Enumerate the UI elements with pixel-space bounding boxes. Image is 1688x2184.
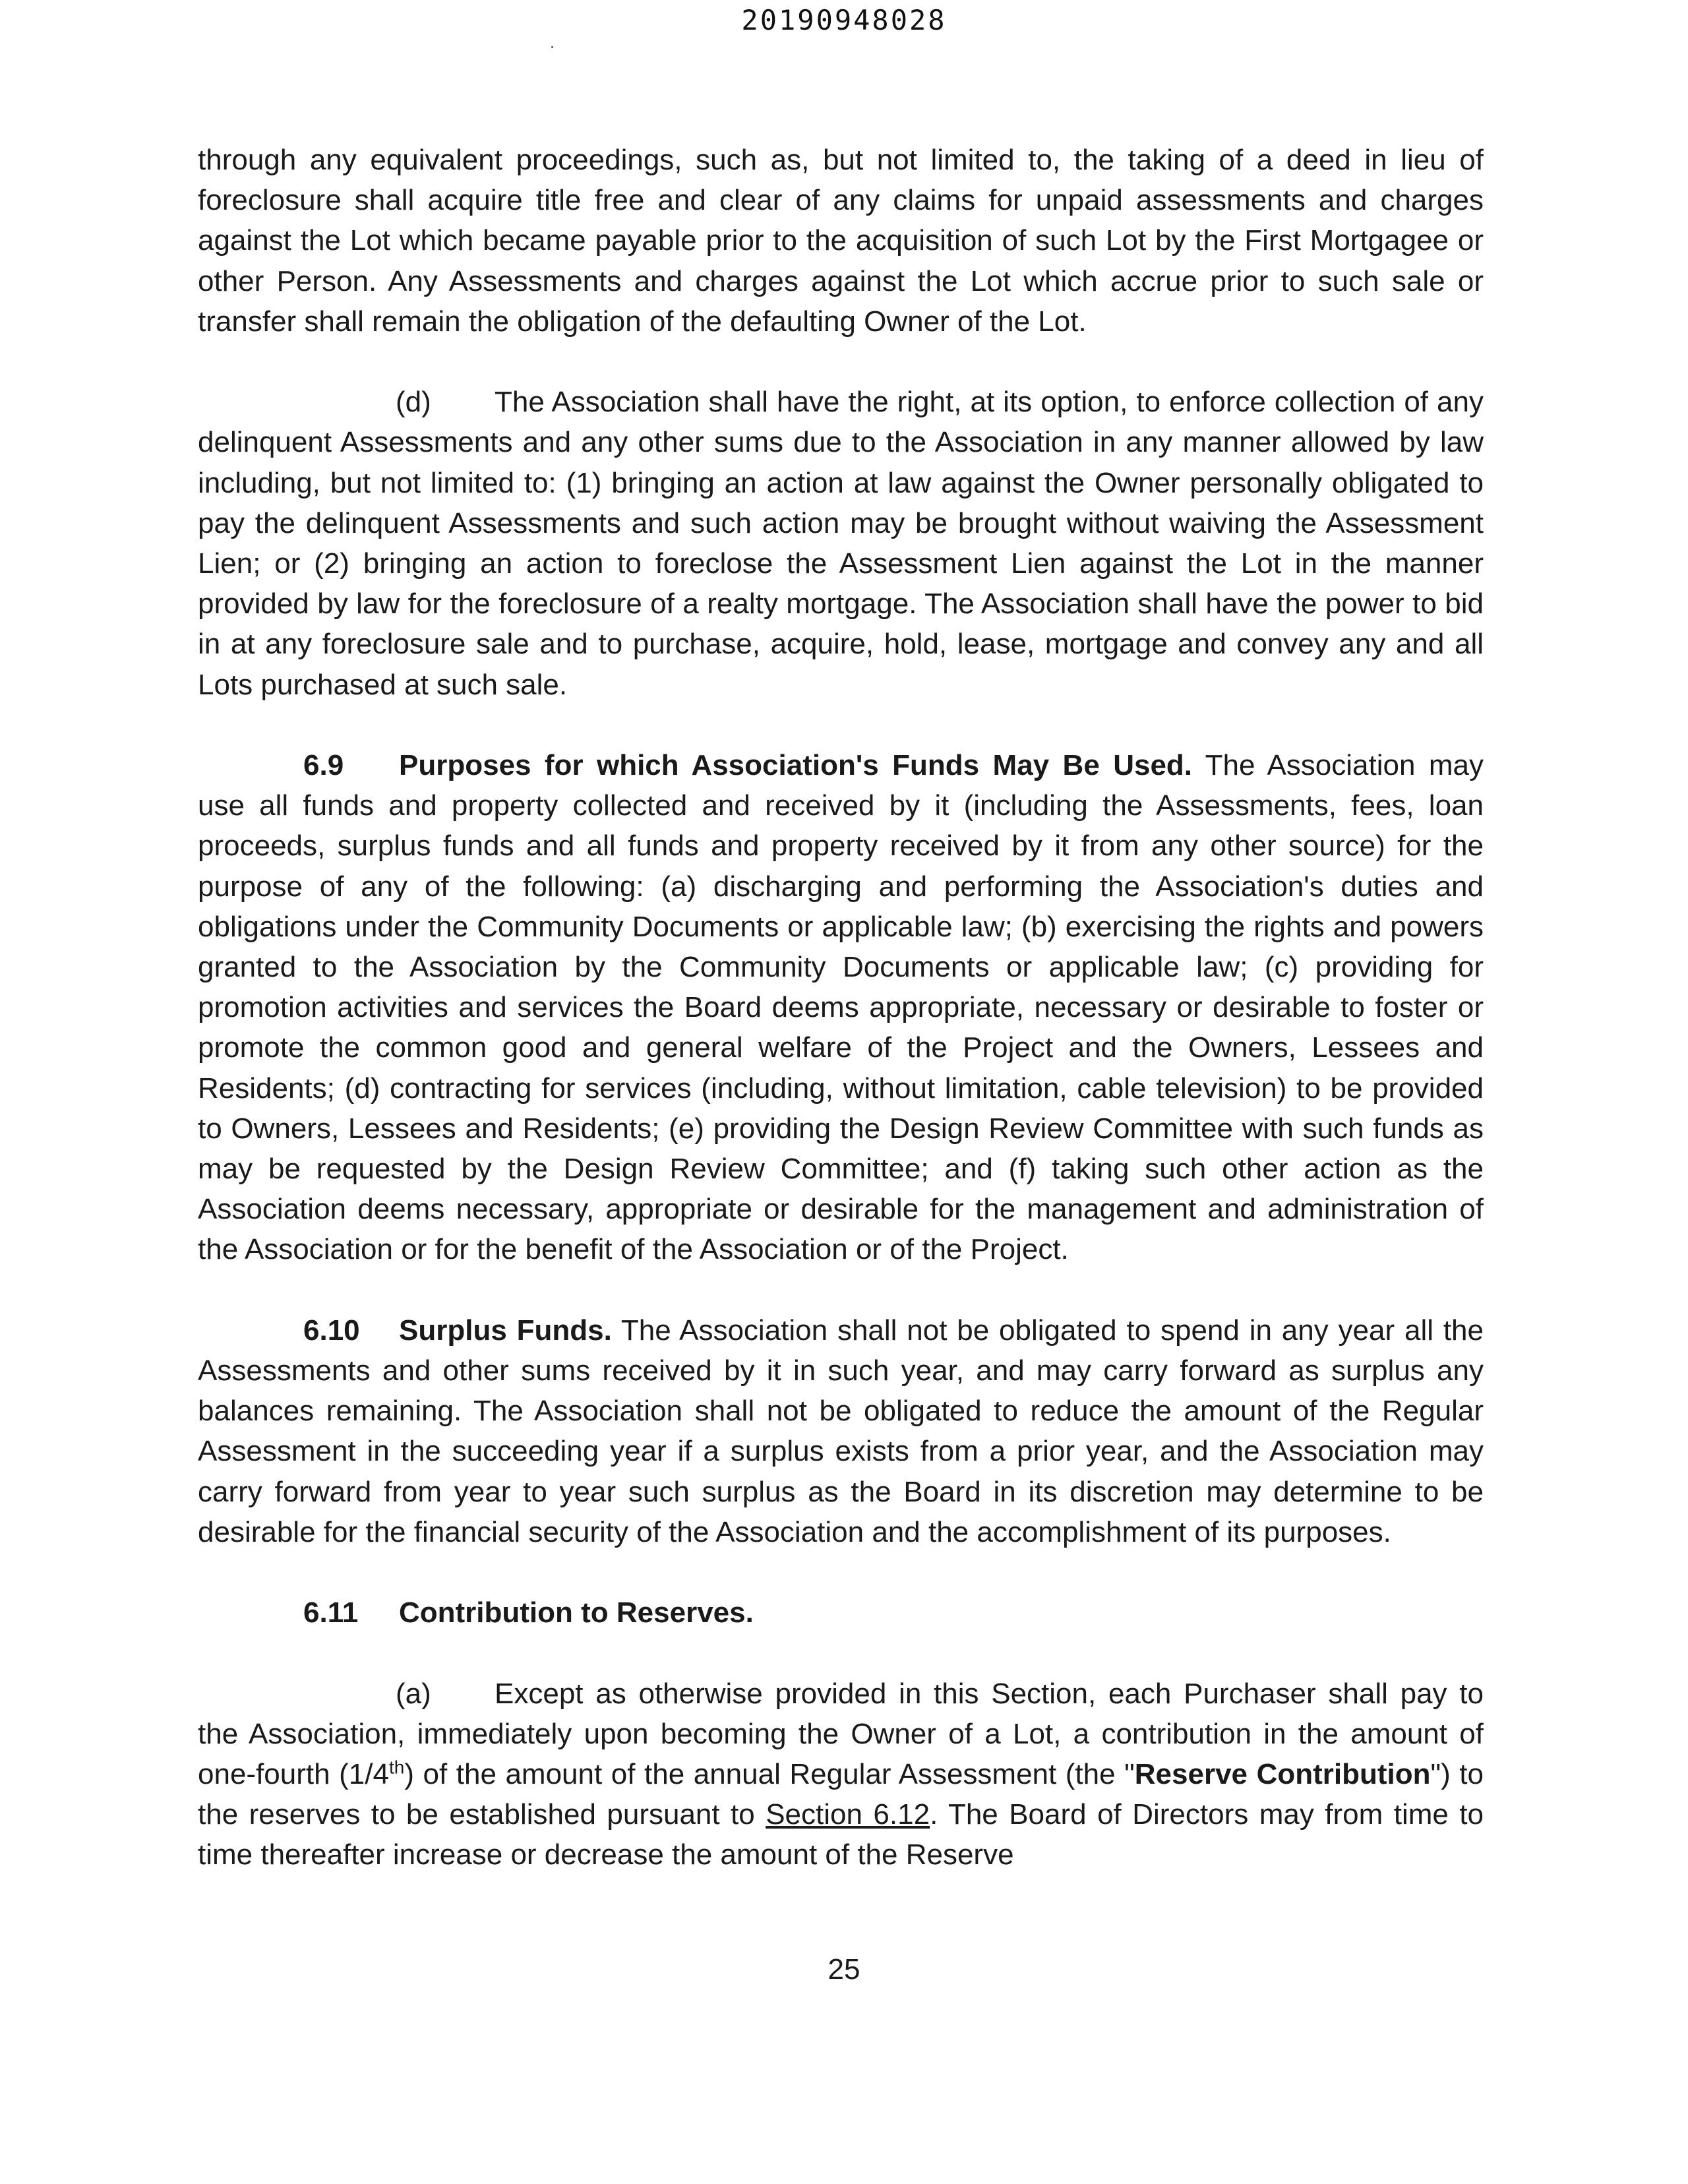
section-text: The Association may use all funds and property collected and received by it (including the Assessments, fees, loan proceeds, surplus funds and all funds and property received by it from any other source) for the purpose of any of the following: (a) discharging and performing the Association's duties and obligations under the Community Documents or applicable law; (b) exercising the rights and powers granted to the Association by the Community Documents or applicable law; (c) providing for promotion activities and services the Board deems appropriate, necessary or desirable to foster or promote the common good and general welfare of the Project and the Owners, Lessees and Residents; (d) contracting for services (including, without limitation, cable television) to be provided to Owners, Lessees and Residents; (e) providing the Design Review Committee with such funds as may be requested by the Design Review Committee; and (f) taking such other action as the Association deems necessary, appropriate or desirable for the management and administration of the Association or for the benefit of the Association or of the Project. — [198, 749, 1484, 1266]
section-title: Purposes for which Association's Funds May Be Used. — [399, 749, 1193, 782]
section-title: Surplus Funds. — [399, 1314, 612, 1347]
ordinal-superscript: th — [388, 1757, 405, 1778]
paragraph-text-part: ) of the amount of the annual Regular Assessment (the " — [404, 1758, 1135, 1791]
document-id: 20190948028 — [741, 4, 947, 36]
section-6-9 — [198, 745, 1484, 1270]
section-number: 6.9 — [303, 749, 344, 782]
paragraph-6-11-a — [198, 1674, 1484, 1875]
page-number: 25 — [828, 1953, 860, 1986]
scan-speck — [551, 46, 553, 48]
paragraph-text-part: Except as otherwise provided in this Section, each Purchaser shall pay to the Association, immediately upon becoming the Owner of a Lot, a contribution in the amount of one-fourth (1/4 — [198, 1677, 1484, 1791]
subsection-label: (d) — [396, 386, 431, 419]
paragraph-d — [198, 382, 1484, 705]
section-6-10 — [198, 1310, 1484, 1552]
document-body — [198, 140, 1484, 1916]
section-6-11-heading — [198, 1592, 1484, 1633]
paragraph-text-part: ") to the reserves to be established pursuant to — [198, 1758, 1484, 1831]
paragraph-text: The Association shall have the right, at its option, to enforce collection of any delinquent Assessments and any other sums due to the Association in any manner allowed by law including, but not limited to: (1) bringing an action at law against the Owner personally obligated to pay the delinquent Assessments and such action may be brought without waiving the Assessment Lien; or (2) bringing an action to foreclose the Assessment Lien against the Lot in the manner provided by law for the foreclosure of a realty mortgage. The Association shall have the power to bid in at any foreclosure sale and to purchase, acquire, hold, lease, mortgage and convey any and all Lots purchased at such sale. — [198, 386, 1484, 701]
section-reference-link[interactable]: Section 6.12 — [766, 1798, 930, 1831]
paragraph-continuation: through any equivalent proceedings, such as, but not limited to, the taking of a deed in lieu of foreclosure shall acquire title free and clear of any claims for unpaid assessments and charges against the Lot which became payable prior to the acquisition of such Lot by the First Mortgagee or other Person. Any Assessments and charges against the Lot which accrue prior to such sale or transfer shall remain the obligation of the defaulting Owner of the Lot. — [198, 144, 1484, 338]
subsection-label: (a) — [396, 1677, 431, 1710]
defined-term: Reserve Contribution — [1134, 1758, 1431, 1791]
section-number: 6.10 — [303, 1314, 360, 1347]
section-number: 6.11 — [303, 1596, 359, 1629]
paragraph-text-part: . The Board of Directors may from time to time thereafter increase or decrease the amount of the Reserve — [198, 1798, 1484, 1871]
section-title: Contribution to Reserves. — [399, 1596, 754, 1629]
section-text: The Association shall not be obligated to spend in any year all the Assessments and other sums received by it in such year, and may carry forward as surplus any balances remaining. The Association shall not be obligated to reduce the amount of the Regular Assessment in the succeeding year if a surplus exists from a prior year, and the Association may carry forward from year to year such surplus as the Board in its discretion may determine to be desirable for the financial security of the Association and the accomplishment of its purposes. — [198, 1314, 1484, 1548]
